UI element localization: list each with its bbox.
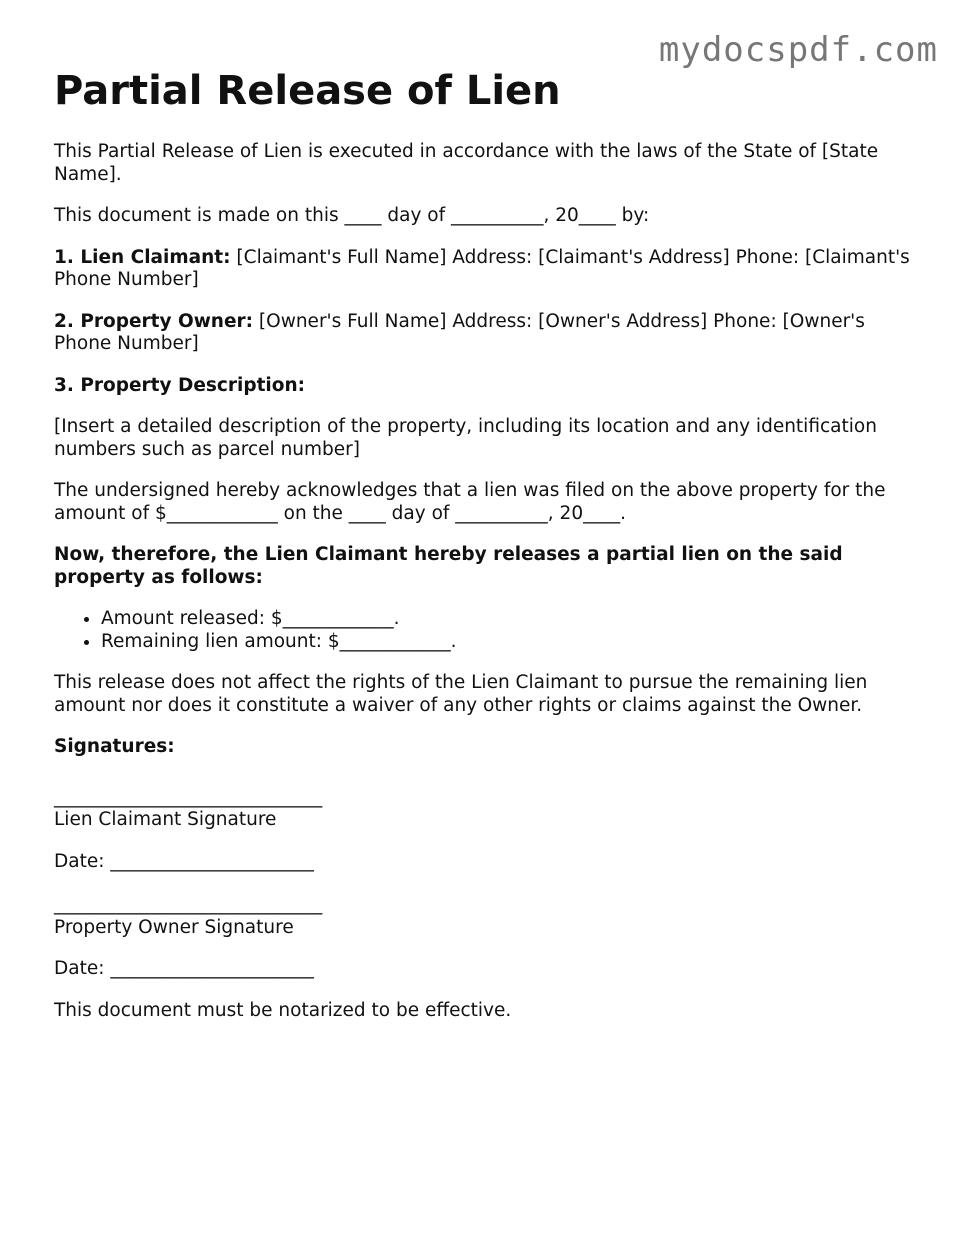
notary-note: This document must be notarized to be effective. bbox=[54, 999, 512, 1021]
property-description-text: [Insert a detailed description of the property, including its location and any identification numbers such as parcel number] bbox=[54, 416, 877, 460]
claimant-signature-label: Lien Claimant Signature bbox=[54, 809, 277, 830]
owner-signature-line: _____________________________ bbox=[54, 894, 323, 915]
property-description-heading: 3. Property Description: bbox=[54, 374, 306, 396]
property-owner-text: [Owner's Full Name] Address: [Owner's Address] Phone: [Owner's Phone Number] bbox=[54, 310, 865, 354]
rights-statement: This release does not affect the rights of the Lien Claimant to pursue the remaining lien amount nor does it constitute a waiver of any other rights or claims against the Owner. bbox=[54, 672, 868, 716]
lien-claimant-text: [Claimant's Full Name] Address: [Claimant's Address] Phone: [Claimant's Phone Number] bbox=[54, 246, 910, 290]
document-body bbox=[54, 66, 914, 1041]
document-title: Partial Release of Lien bbox=[54, 68, 561, 114]
owner-signature-block bbox=[54, 894, 914, 981]
property-owner-section bbox=[54, 311, 914, 356]
release-list bbox=[54, 608, 914, 653]
date-line: This document is made on this ____ day of __________, 20____ by: bbox=[54, 205, 650, 226]
release-statement: Now, therefore, the Lien Claimant hereby releases a partial lien on the said property as follows: bbox=[54, 544, 843, 588]
owner-signature-label: Property Owner Signature bbox=[54, 916, 294, 938]
lien-claimant-section bbox=[54, 247, 914, 292]
lien-claimant-label: 1. Lien Claimant: bbox=[54, 246, 231, 268]
claimant-date-line: Date: ______________________ bbox=[54, 850, 314, 872]
list-item-remaining-amount: • Remaining lien amount: $____________. bbox=[101, 631, 914, 654]
watermark: mydocspdf.com bbox=[658, 30, 938, 70]
acknowledgement-paragraph: The undersigned hereby acknowledges that a lien was filed on the above property for the amount of $____________ on the ____ day of __________, 20____. bbox=[54, 480, 886, 524]
list-item-amount-released: • Amount released: $____________. bbox=[101, 608, 914, 631]
claimant-signature-line: _____________________________ bbox=[54, 786, 323, 808]
signatures-heading: Signatures: bbox=[54, 736, 175, 757]
claimant-signature-block bbox=[54, 787, 914, 874]
property-owner-label: 2. Property Owner: bbox=[54, 310, 254, 332]
owner-date-line: Date: ______________________ bbox=[54, 958, 314, 979]
intro-paragraph: This Partial Release of Lien is executed in accordance with the laws of the State of [State Name]. bbox=[54, 141, 879, 185]
